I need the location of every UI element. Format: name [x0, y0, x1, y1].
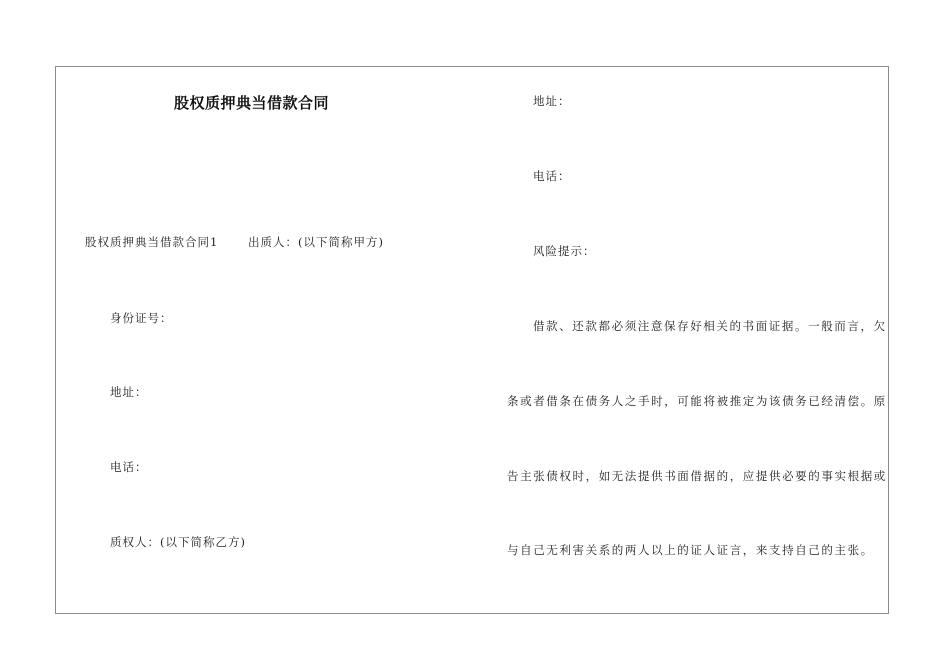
page-frame	[55, 66, 889, 614]
pledgor-address-label: 地址：	[110, 385, 148, 399]
pledgor-id-number-label: 身份证号：	[110, 311, 173, 325]
risk-heading: 风险提示：	[533, 244, 596, 258]
risk-paragraph-line: 告主张债权时，如无法提供书面借据的，应提供必要的事实根据或	[507, 469, 887, 483]
pledgee-label: 质权人：(以下简称乙方)	[110, 535, 246, 549]
risk-paragraph-line: 借款、还款都必须注意保存好相关的书面证据。一般而言，欠	[533, 319, 887, 333]
pledgee-address-label: 地址：	[533, 94, 571, 108]
risk-paragraph-line: 与自己无利害关系的两人以上的证人证言，来支持自己的主张。	[507, 543, 874, 557]
contract-heading-line: 股权质押典当借款合同1	[85, 235, 219, 249]
document-title: 股权质押典当借款合同	[174, 94, 330, 112]
pledgee-phone-label: 电话：	[533, 169, 571, 183]
risk-paragraph-line: 条或者借条在债务人之手时，可能将被推定为该债务已经清偿。原	[507, 394, 887, 408]
pledgor-phone-label: 电话：	[110, 460, 148, 474]
pledgor-label: 出质人：(以下简称甲方)	[248, 235, 384, 249]
